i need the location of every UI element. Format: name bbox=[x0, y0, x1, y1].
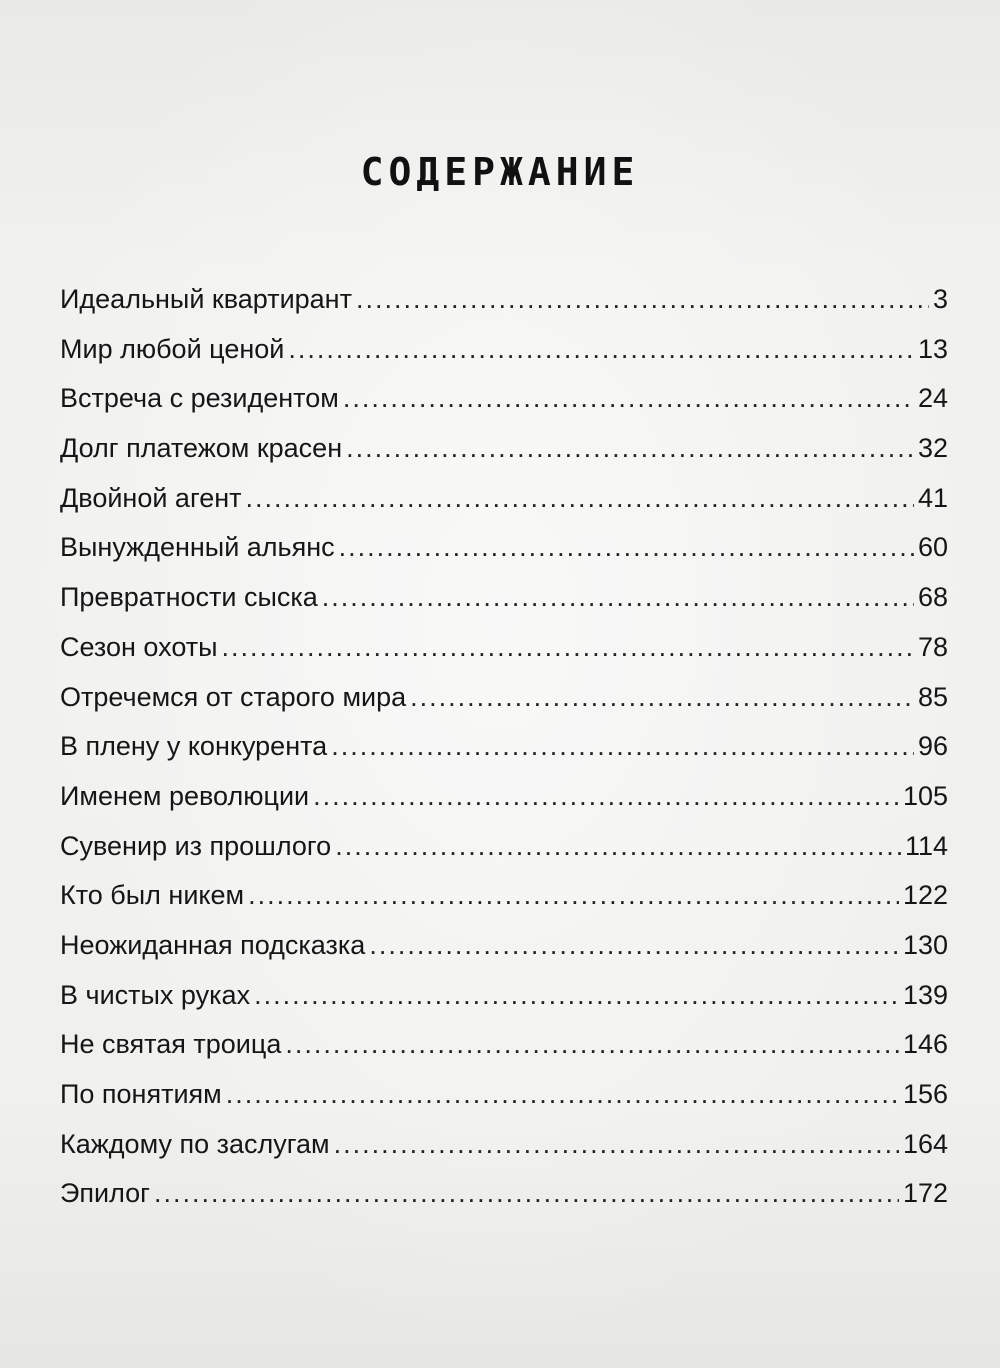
toc-entry bbox=[60, 971, 948, 1021]
page-number: 78 bbox=[917, 631, 948, 662]
page-number: 85 bbox=[917, 681, 948, 712]
dot-leader bbox=[339, 523, 914, 573]
page-number: 139 bbox=[902, 979, 948, 1010]
page-number: 122 bbox=[902, 880, 948, 911]
chapter-title: Именем революции bbox=[60, 780, 310, 811]
chapter-title: Вынужденный альянс bbox=[60, 532, 335, 563]
toc-entry bbox=[60, 772, 948, 822]
toc-entry bbox=[60, 623, 948, 673]
chapter-title: Двойной агент bbox=[60, 482, 242, 513]
chapter-title: Мир любой ценой bbox=[60, 333, 285, 364]
chapter-title: Кто был никем bbox=[60, 880, 245, 911]
dot-leader bbox=[154, 1169, 899, 1219]
page-number: 13 bbox=[917, 333, 948, 364]
dot-leader bbox=[410, 673, 914, 723]
page-number: 41 bbox=[917, 482, 948, 513]
dot-leader bbox=[226, 1070, 899, 1120]
dot-leader bbox=[322, 573, 914, 623]
page-number: 114 bbox=[904, 830, 948, 861]
dot-leader bbox=[285, 1020, 899, 1070]
toc-entry bbox=[60, 374, 948, 424]
chapter-title: Эпилог bbox=[60, 1178, 151, 1209]
dot-leader bbox=[335, 822, 901, 872]
dot-leader bbox=[248, 871, 899, 921]
dot-leader bbox=[313, 772, 899, 822]
page-number: 24 bbox=[917, 383, 948, 414]
toc-entry bbox=[60, 474, 948, 524]
page-number: 3 bbox=[932, 284, 948, 314]
page-number: 172 bbox=[902, 1178, 948, 1209]
page-number: 60 bbox=[917, 532, 948, 563]
toc-entry bbox=[60, 1169, 948, 1219]
dot-leader bbox=[356, 275, 929, 325]
page-number: 105 bbox=[902, 780, 948, 811]
toc-entry bbox=[60, 722, 948, 772]
toc-entry bbox=[60, 573, 948, 623]
dot-leader bbox=[288, 325, 914, 375]
dot-leader bbox=[334, 1120, 899, 1170]
page-number: 146 bbox=[902, 1029, 948, 1060]
toc-entry bbox=[60, 275, 948, 325]
page-number: 68 bbox=[917, 582, 948, 613]
chapter-title: Встреча с резидентом bbox=[60, 383, 339, 414]
dot-leader bbox=[222, 623, 914, 673]
toc-entry bbox=[60, 424, 948, 474]
chapter-title: Сувенир из прошлого bbox=[60, 830, 332, 861]
toc-entry bbox=[60, 871, 948, 921]
dot-leader bbox=[331, 722, 914, 772]
page-number: 156 bbox=[902, 1079, 948, 1109]
chapter-title: Не святая троица bbox=[60, 1029, 282, 1060]
chapter-title: Неожиданная подсказка bbox=[60, 929, 366, 960]
toc-entry bbox=[60, 921, 948, 971]
chapter-title: В чистых руках bbox=[60, 979, 251, 1010]
toc-entry bbox=[60, 523, 948, 573]
dot-leader bbox=[346, 424, 914, 474]
toc-entry bbox=[60, 325, 948, 375]
chapter-title: Отречемся от старого мира bbox=[60, 681, 407, 712]
page-number: 32 bbox=[917, 433, 948, 464]
toc-entry bbox=[60, 1020, 948, 1070]
dot-leader bbox=[343, 374, 914, 424]
toc-entry bbox=[60, 673, 948, 723]
chapter-title: Долг платежом красен bbox=[60, 433, 343, 464]
chapter-title: Превратности сыска bbox=[60, 582, 318, 613]
chapter-title: Сезон охоты bbox=[60, 631, 218, 662]
dot-leader bbox=[246, 474, 914, 524]
toc-entry bbox=[60, 1120, 948, 1170]
page-number: 130 bbox=[902, 929, 948, 960]
toc-entry bbox=[60, 822, 948, 872]
dot-leader bbox=[369, 921, 899, 971]
chapter-title: По понятиям bbox=[60, 1079, 222, 1109]
chapter-title: В плену у конкурента bbox=[60, 731, 328, 762]
page-number: 96 bbox=[917, 731, 948, 762]
toc-entry bbox=[60, 1070, 948, 1120]
page-title: СОДЕРЖАНИЕ bbox=[360, 150, 640, 194]
dot-leader bbox=[254, 971, 899, 1021]
table-of-contents bbox=[60, 275, 948, 1219]
chapter-title: Идеальный квартирант bbox=[60, 284, 352, 314]
page-number: 164 bbox=[902, 1128, 948, 1159]
chapter-title: Каждому по заслугам bbox=[60, 1128, 330, 1159]
